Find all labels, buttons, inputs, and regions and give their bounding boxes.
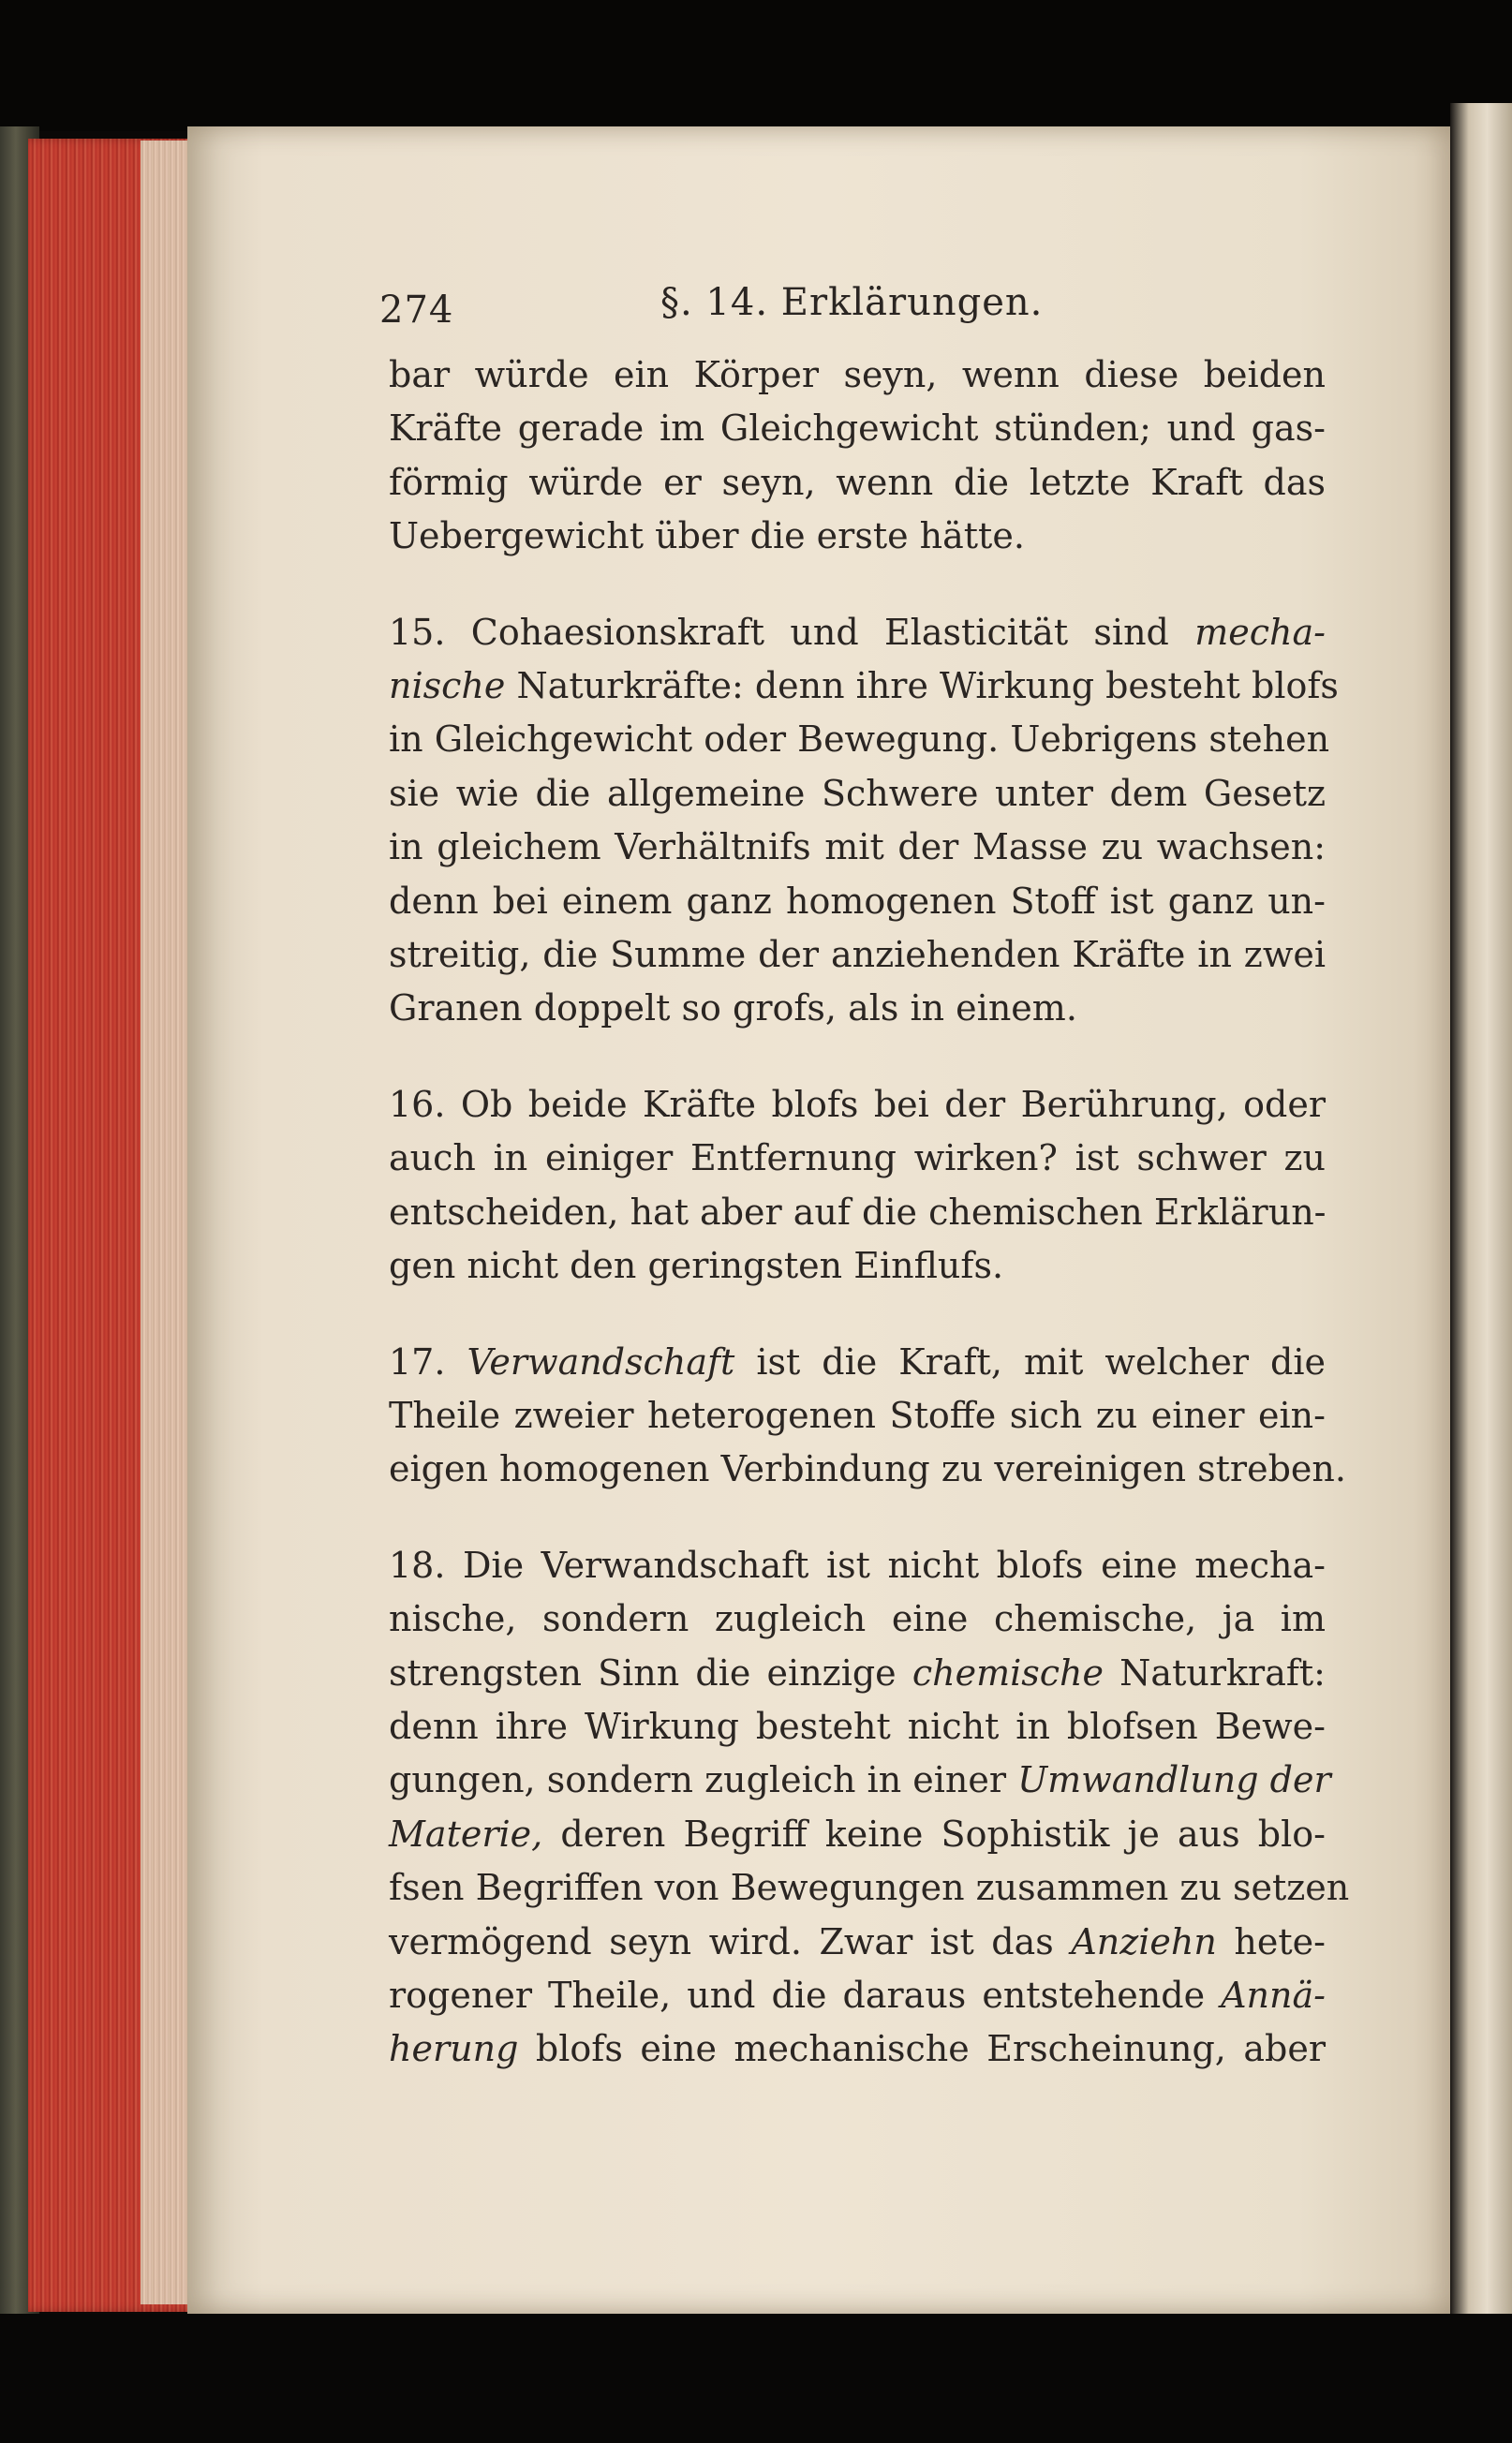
text-line: förmig würde er seyn, wenn die letzte Kraft das [389,461,1326,503]
page-body [389,348,1350,2077]
text-line: strengsten Sinn die einzige chemische Naturkraft: [389,1651,1326,1694]
text-line: in gleichem Verhältnifs mit der Masse zu wachsen: [389,826,1326,868]
text-line: Uebergewicht über die erste hätte. [389,515,1025,557]
running-title: §. 14. Erklärungen. [660,281,1044,324]
text-line: Theile zweier heterogenen Stoffe sich zu einer ein- [389,1394,1326,1436]
running-header [379,281,1316,337]
text-line: 16. Ob beide Kräfte blofs bei der Berührung, oder [389,1083,1326,1125]
dark-background [0,0,1512,131]
page-number: 274 [379,289,454,332]
text-line: eigen homogenen Verbindung zu vereinigen streben. [389,1448,1346,1490]
text-line: vermögend seyn wird. Zwar ist das Anziehn hete- [389,1920,1326,1962]
text-line: 17. Verwandschaft ist die Kraft, mit welcher die [389,1340,1326,1383]
facing-page-edge [1450,103,1512,2351]
text-line: gungen, sondern zugleich in einer Umwandlung der [389,1759,1331,1801]
text-line: Granen doppelt so grofs, als in einem. [389,987,1077,1029]
text-line: nische Naturkräfte: denn ihre Wirkung besteht blofs [389,665,1339,707]
page-stack [141,141,192,2304]
text-line: fsen Begriffen von Bewegungen zusammen zu setzen [389,1867,1350,1909]
text-line: entscheiden, hat aber auf die chemischen Erklärun- [389,1191,1327,1233]
text-line: 15. Cohaesionskraft und Elasticität sind mecha- [389,611,1326,653]
text-line: Materie, deren Begriff keine Sophistik je aus blo- [389,1813,1326,1855]
text-line: denn ihre Wirkung besteht nicht in blofsen Bewe- [389,1705,1326,1747]
text-line: gen nicht den geringsten Einflufs. [389,1245,1004,1287]
text-line: 18. Die Verwandschaft ist nicht blofs eine mecha- [389,1544,1326,1586]
text-line: herung blofs eine mechanische Erscheinung, aber [389,2028,1326,2070]
text-line: nische, sondern zugleich eine chemische, ja im [389,1598,1326,1640]
text-line: in Gleichgewicht oder Bewegung. Uebrigens stehen [389,718,1330,761]
text-line: sie wie die allgemeine Schwere unter dem Gesetz [389,772,1326,814]
dark-background-bottom [0,2314,1512,2443]
text-line: denn bei einem ganz homogenen Stoff ist ganz un- [389,880,1326,922]
text-line: auch in einiger Entfernung wirken? ist schwer zu [389,1137,1326,1179]
text-line: bar würde ein Körper seyn, wenn diese beiden [389,354,1326,395]
text-line: rogener Theile, und die daraus entstehende Annä- [389,1974,1326,2016]
text-line: Kräfte gerade im Gleichgewicht stünden; und gas- [389,407,1326,450]
text-line: streitig, die Summe der anziehenden Kräfte in zwei [389,934,1326,976]
